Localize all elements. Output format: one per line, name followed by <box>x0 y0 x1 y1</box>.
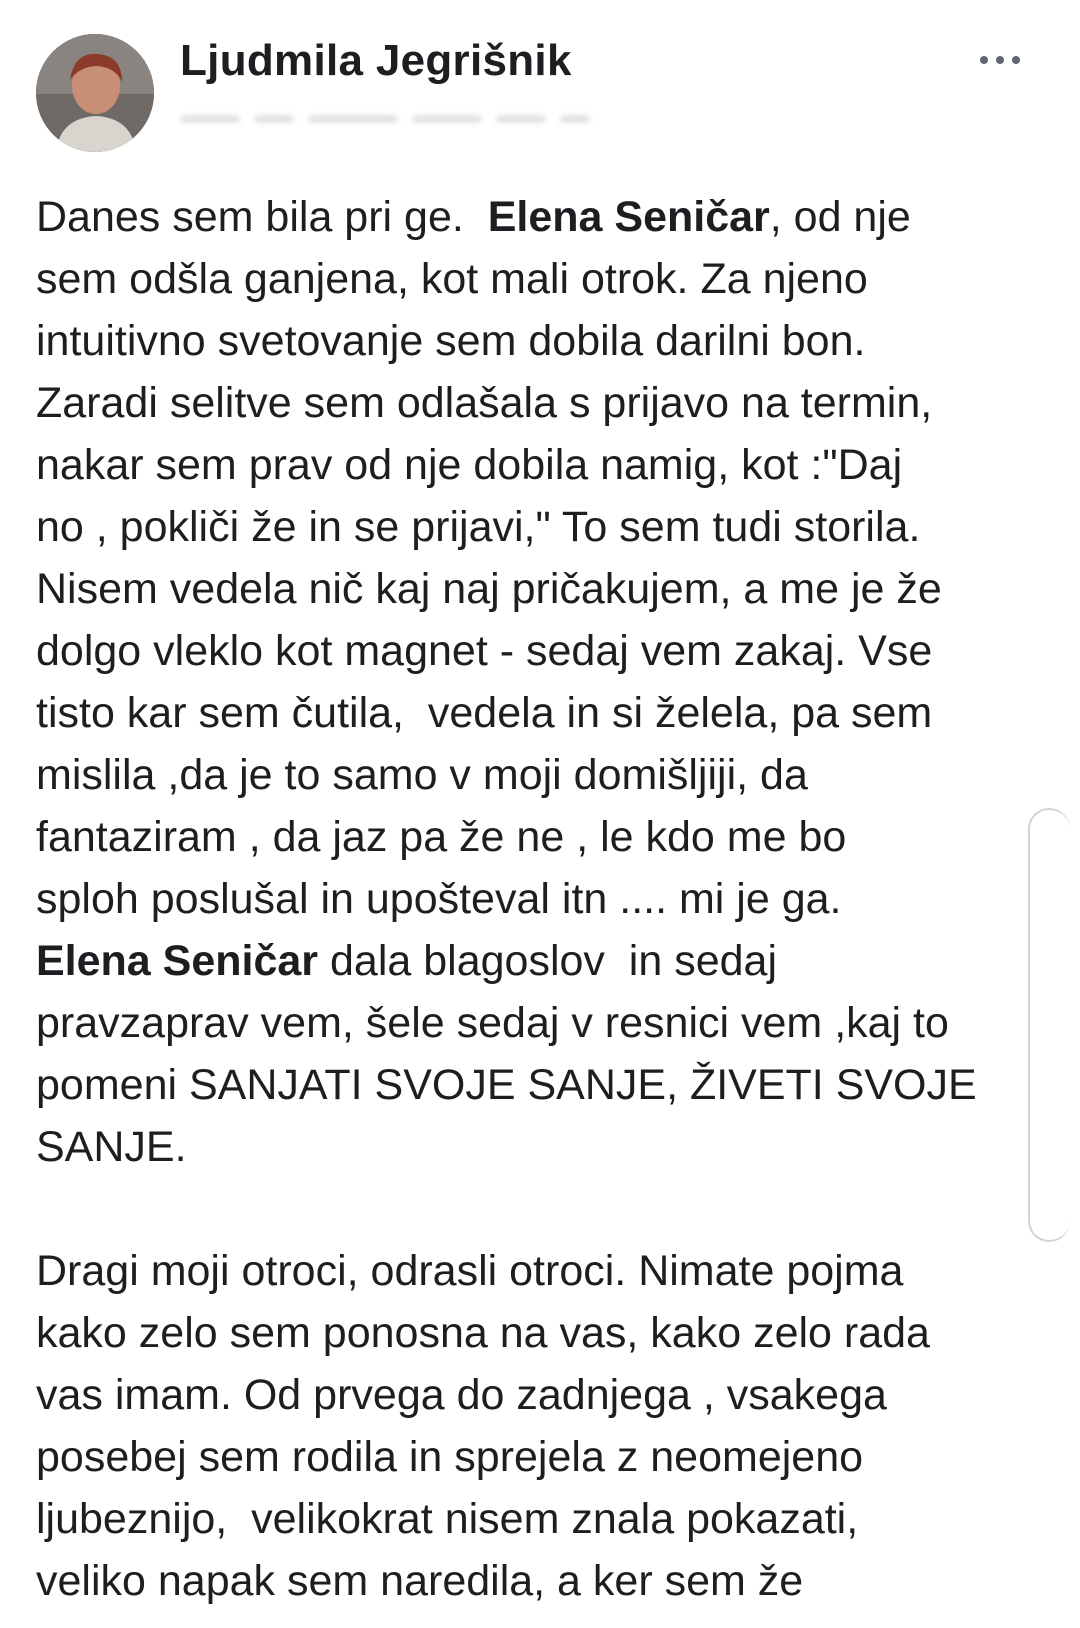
more-options-button[interactable] <box>968 42 1032 78</box>
text-line: kako zelo sem ponosna na vas, kako zelo rada <box>36 1309 930 1357</box>
text-line <box>36 930 1046 992</box>
more-dots-icon <box>1012 56 1020 64</box>
author-name[interactable]: Ljudmila Jegrišnik <box>180 36 572 85</box>
text-line: ljubeznijo, velikokrat nisem znala pokazati, <box>36 1495 859 1543</box>
more-dots-icon <box>980 56 988 64</box>
paragraph-2 <box>36 1240 1046 1612</box>
text-line: veliko napak sem naredila, a ker sem že <box>36 1557 804 1605</box>
text-line: sem odšla ganjena, kot mali otrok. Za njeno <box>36 255 868 303</box>
post-text <box>36 186 1046 1612</box>
text-line: sploh poslušal in upošteval itn .... mi je ga. <box>36 875 842 923</box>
mention-link[interactable]: Elena Seničar <box>487 193 770 241</box>
text-fragment: , od nje <box>769 193 911 241</box>
text-line: mislila ,da je to samo v moji domišljiji, da <box>36 751 808 799</box>
post-header <box>0 0 1080 170</box>
text-line: SANJE. <box>36 1123 187 1171</box>
paragraph-1 <box>36 186 1046 1178</box>
author-avatar[interactable] <box>36 34 154 152</box>
paragraph-spacer <box>36 1178 1046 1240</box>
text-line: vas imam. Od prvega do zadnjega , vsakega <box>36 1371 887 1419</box>
text-line: pravzaprav vem, šele sedaj v resnici vem ,kaj to <box>36 999 949 1047</box>
more-dots-icon <box>996 56 1004 64</box>
text-line: posebej sem rodila in sprejela z neomejeno <box>36 1433 864 1481</box>
text-line: fantaziram , da jaz pa že ne , le kdo me bo <box>36 813 847 861</box>
avatar-photo-icon <box>36 34 154 152</box>
mention-link[interactable]: Elena Seničar <box>36 937 319 985</box>
scroll-indicator[interactable] <box>1028 808 1070 1242</box>
post-timestamp-blurred <box>180 108 640 130</box>
text-line: nakar sem prav od nje dobila namig, kot :"Daj <box>36 441 903 489</box>
text-line: Zaradi selitve sem odlašala s prijavo na termin, <box>36 379 933 427</box>
text-line: Dragi moji otroci, odrasli otroci. Nimate pojma <box>36 1247 904 1295</box>
text-fragment: dala blagoslov in sedaj <box>318 937 778 985</box>
text-line <box>36 186 1046 248</box>
text-line: dolgo vleklo kot magnet - sedaj vem zakaj. Vse <box>36 627 933 675</box>
text-line: Nisem vedela nič kaj naj pričakujem, a me je že <box>36 565 942 613</box>
text-line: intuitivno svetovanje sem dobila darilni bon. <box>36 317 866 365</box>
text-line: no , pokliči že in se prijavi," To sem tudi storila. <box>36 503 921 551</box>
text-line: tisto kar sem čutila, vedela in si želela, pa sem <box>36 689 933 737</box>
text-line: pomeni SANJATI SVOJE SANJE, ŽIVETI SVOJE <box>36 1061 977 1109</box>
text-fragment: Danes sem bila pri ge. <box>36 193 488 241</box>
